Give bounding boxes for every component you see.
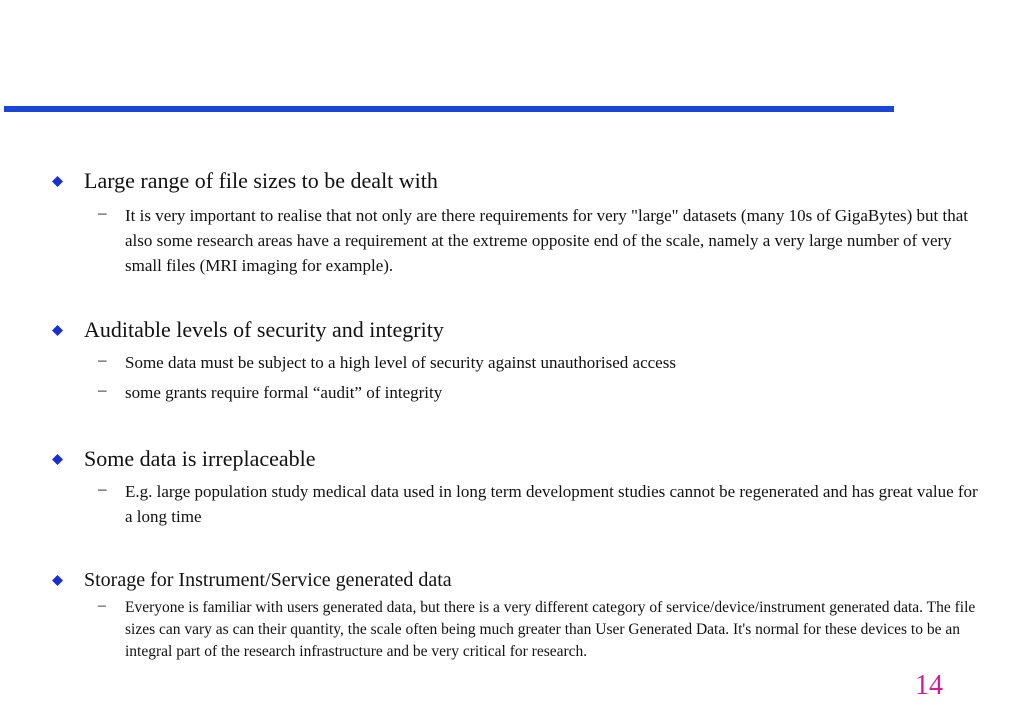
bullet-item bbox=[0, 567, 1000, 663]
sub-bullet-text: It is very important to realise that not only are there requirements for very "large" datasets (many 10s of GigaBytes) but that also some research areas have a requirement at the extreme opposite end of the scale, namely a very large number of very small files (MRI imaging for example). bbox=[125, 206, 969, 275]
sub-bullet-text: Everyone is familiar with users generated data, but there is a very different category of service/device/instrument generated data. The file sizes can vary as can their quantity, the scale often being much greater than User Generated Data. It's normal for these devices to be an integral part of the research infrastructure and be very critical for research. bbox=[125, 599, 976, 660]
bullet-text: Large range of file sizes to be dealt with bbox=[84, 168, 438, 193]
bullet-item bbox=[0, 317, 1000, 405]
sub-bullet-text: Some data must be subject to a high level of security against unauthorised access bbox=[125, 353, 676, 372]
dash-icon: – bbox=[98, 380, 107, 399]
dash-icon: – bbox=[98, 350, 107, 369]
diamond-icon bbox=[52, 454, 63, 465]
sub-bullet-item bbox=[0, 203, 985, 278]
dash-icon: – bbox=[98, 597, 106, 614]
bullet-text: Storage for Instrument/Service generated data bbox=[84, 569, 452, 591]
sub-bullet-item bbox=[0, 380, 985, 405]
diamond-icon bbox=[52, 176, 63, 187]
bullet-item bbox=[0, 168, 1000, 278]
diamond-icon bbox=[52, 325, 63, 336]
sub-bullet-item bbox=[0, 597, 985, 663]
dash-icon: – bbox=[98, 479, 107, 498]
sub-bullet-item bbox=[0, 479, 985, 529]
sub-bullet-text: E.g. large population study medical data used in long term development studies cannot be regenerated and has great value for a long time bbox=[125, 482, 978, 526]
bullet-item bbox=[0, 446, 1000, 529]
page-number: 14 bbox=[915, 670, 943, 701]
bullet-text: Auditable levels of security and integrity bbox=[84, 317, 444, 342]
bullet-text: Some data is irreplaceable bbox=[84, 446, 316, 471]
sub-bullet-item bbox=[0, 350, 985, 375]
dash-icon: – bbox=[98, 203, 107, 222]
diamond-icon bbox=[52, 575, 63, 586]
sub-bullet-text: some grants require formal “audit” of integrity bbox=[125, 383, 443, 402]
